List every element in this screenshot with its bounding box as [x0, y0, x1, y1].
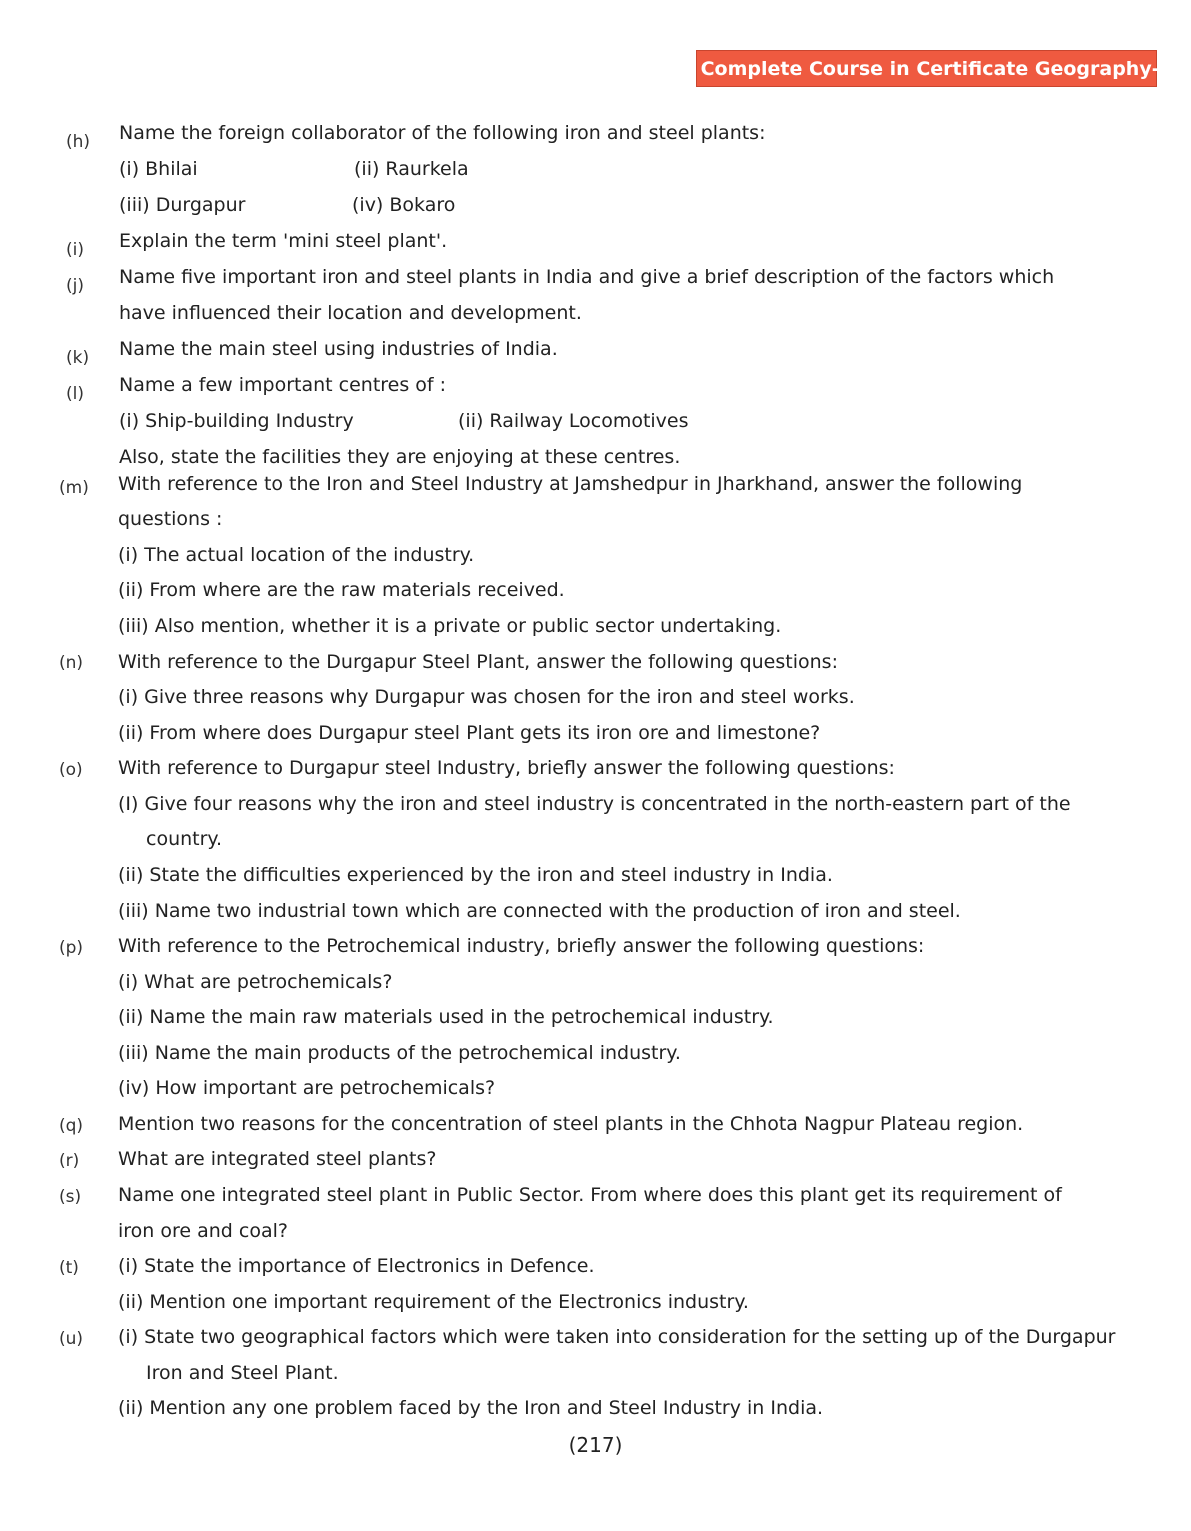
question-m-item: (i) The actual location of the industry. [118, 544, 475, 566]
question-o-item: (ii) State the difficulties experienced by the iron and steel industry in India. [118, 864, 833, 886]
question-h-item: (ii) Raurkela [354, 158, 469, 180]
question-r-text: What are integrated steel plants? [118, 1148, 437, 1170]
question-l-item: (i) Ship-building Industry [119, 410, 354, 432]
question-label-q: (q) [59, 1116, 84, 1136]
question-q-text: Mention two reasons for the concentration of steel plants in the Chhota Nagpur Plateau region. [118, 1113, 1024, 1135]
question-t-item: (ii) Mention one important requirement of the Electronics industry. [118, 1291, 749, 1313]
book-title-banner: A Complete Course in Certificate Geography-II [696, 50, 1157, 87]
question-i-text: Explain the term 'mini steel plant'. [119, 230, 448, 252]
question-label-i: (i) [66, 240, 84, 260]
question-m-item: (ii) From where are the raw materials received. [118, 579, 565, 601]
question-o-item: country. [146, 828, 222, 850]
question-label-u: (u) [59, 1329, 84, 1349]
question-p-item: (ii) Name the main raw materials used in the petrochemical industry. [118, 1006, 774, 1028]
question-label-r: (r) [59, 1151, 80, 1171]
question-label-m: (m) [59, 478, 89, 498]
question-label-h: (h) [66, 132, 91, 152]
question-h-item: (iv) Bokaro [352, 194, 456, 216]
question-m-item: (iii) Also mention, whether it is a private or public sector undertaking. [118, 615, 782, 637]
question-label-k: (k) [66, 348, 90, 368]
question-n-item: (i) Give three reasons why Durgapur was chosen for the iron and steel works. [118, 686, 855, 708]
question-j-line: have influenced their location and development. [119, 302, 582, 324]
question-label-p: (p) [59, 938, 84, 958]
question-j-line: Name five important iron and steel plants in India and give a brief description of the factors which [119, 266, 1055, 288]
question-h-text: Name the foreign collaborator of the following iron and steel plants: [119, 122, 766, 144]
question-p-item: (i) What are petrochemicals? [118, 971, 393, 993]
question-label-s: (s) [59, 1187, 82, 1207]
question-p-text: With reference to the Petrochemical industry, briefly answer the following questions: [118, 935, 925, 957]
question-p-item: (iii) Name the main products of the petrochemical industry. [118, 1042, 681, 1064]
question-label-o: (o) [59, 760, 83, 780]
question-o-item: (I) Give four reasons why the iron and steel industry is concentrated in the north-eastern part of the [118, 793, 1071, 815]
question-u-item: (i) State two geographical factors which were taken into consideration for the setting up of the Durgapur [118, 1326, 1116, 1348]
question-h-item: (iii) Durgapur [119, 194, 246, 216]
question-p-item: (iv) How important are petrochemicals? [118, 1077, 496, 1099]
question-k-text: Name the main steel using industries of India. [119, 338, 558, 360]
question-l-extra: Also, state the facilities they are enjoying at these centres. [119, 446, 681, 468]
question-label-j: (j) [66, 276, 84, 296]
question-u-item: Iron and Steel Plant. [146, 1362, 339, 1384]
question-m-line: questions : [118, 508, 223, 530]
question-label-l: (l) [66, 384, 84, 404]
question-h-item: (i) Bhilai [119, 158, 198, 180]
question-n-text: With reference to the Durgapur Steel Plant, answer the following questions: [118, 651, 838, 673]
question-n-item: (ii) From where does Durgapur steel Plant gets its iron ore and limestone? [118, 722, 821, 744]
question-t-item: (i) State the importance of Electronics in Defence. [118, 1255, 595, 1277]
question-l-item: (ii) Railway Locomotives [458, 410, 689, 432]
page-number: (217) [568, 1433, 623, 1457]
question-s-line: Name one integrated steel plant in Public Sector. From where does this plant get its requirement of [118, 1184, 1062, 1206]
question-l-text: Name a few important centres of : [119, 374, 447, 396]
question-u-item: (ii) Mention any one problem faced by the Iron and Steel Industry in India. [118, 1397, 824, 1419]
question-label-t: (t) [59, 1258, 79, 1278]
question-o-item: (iii) Name two industrial town which are connected with the production of iron and steel. [118, 900, 961, 922]
question-o-text: With reference to Durgapur steel Industry, briefly answer the following questions: [118, 757, 895, 779]
question-s-line: iron ore and coal? [118, 1220, 288, 1242]
question-m-line: With reference to the Iron and Steel Industry at Jamshedpur in Jharkhand, answer the following [118, 473, 1023, 495]
question-label-n: (n) [59, 653, 84, 673]
